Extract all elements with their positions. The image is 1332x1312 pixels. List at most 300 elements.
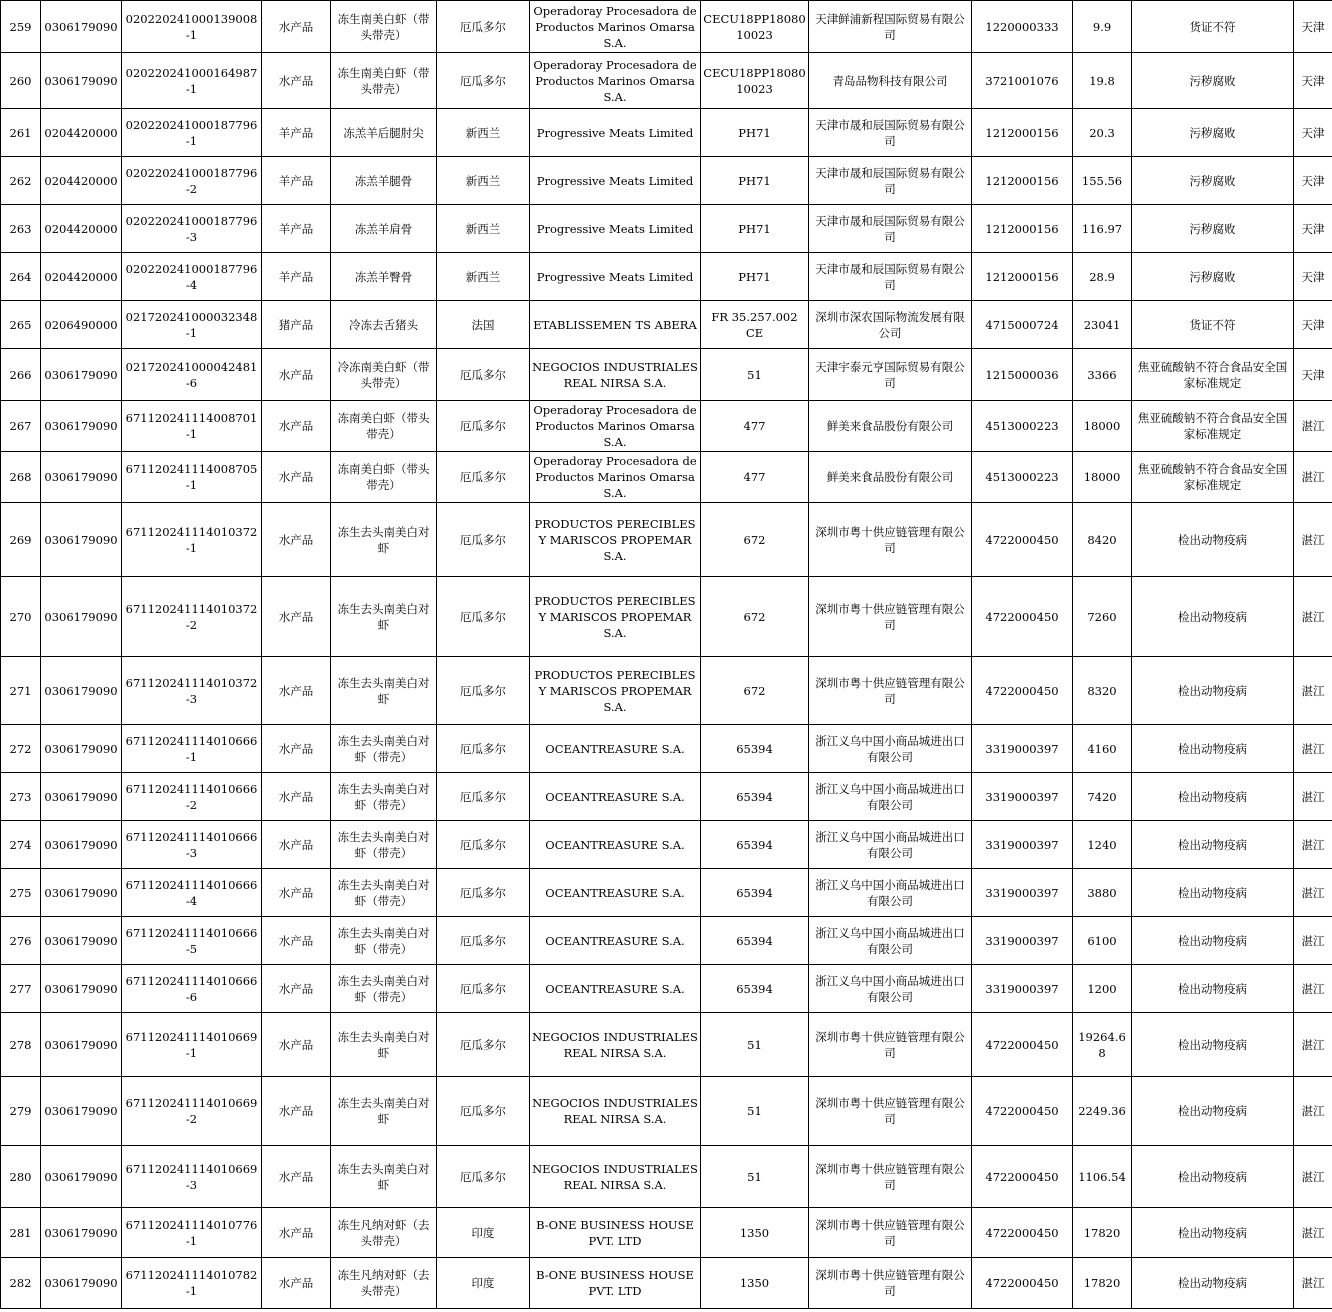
table-row xyxy=(1,157,1332,205)
product-name: 冻生南美白虾（带头带壳） xyxy=(331,1,437,53)
port: 天津 xyxy=(1294,205,1332,253)
product-name: 冻生去头南美白对虾（带壳） xyxy=(331,773,437,821)
hs-code: 0306179090 xyxy=(41,725,122,773)
table-row xyxy=(1,205,1332,253)
rejection-reason: 检出动物疫病 xyxy=(1132,1146,1294,1208)
product-name: 冻生去头南美白对虾（带壳） xyxy=(331,869,437,917)
importer-name: 天津市晟和辰国际贸易有限公司 xyxy=(809,109,972,157)
producer-name: Operadoray Procesadora de Productos Marinos Omarsa S.A. xyxy=(530,53,701,109)
port: 湛江 xyxy=(1294,1146,1332,1208)
product-name: 冻生去头南美白对虾（带壳） xyxy=(331,821,437,869)
importer-name: 浙江义乌中国小商品城进出口有限公司 xyxy=(809,917,972,965)
quantity-kg: 18000 xyxy=(1073,401,1132,452)
rejection-reason: 污秽腐败 xyxy=(1132,253,1294,301)
port: 湛江 xyxy=(1294,503,1332,577)
row-number: 275 xyxy=(1,869,41,917)
hs-code: 0204420000 xyxy=(41,157,122,205)
origin-country: 厄瓜多尔 xyxy=(437,401,530,452)
rejection-reason: 检出动物疫病 xyxy=(1132,577,1294,657)
product-category: 水产品 xyxy=(262,1,331,53)
table-row xyxy=(1,452,1332,503)
producer-registration-number: CECU18PP1808010023 xyxy=(701,53,809,109)
table-row xyxy=(1,1077,1332,1146)
declaration-number: 671120241114010669-2 xyxy=(122,1077,262,1146)
declaration-number: 671120241114010666-5 xyxy=(122,917,262,965)
producer-registration-number: 672 xyxy=(701,503,809,577)
producer-registration-number: 672 xyxy=(701,657,809,725)
product-category: 羊产品 xyxy=(262,253,331,301)
producer-name: Progressive Meats Limited xyxy=(530,205,701,253)
importer-name: 深圳市粤十供应链管理有限公司 xyxy=(809,657,972,725)
quantity-kg: 23041 xyxy=(1073,301,1132,349)
importer-name: 青岛品物科技有限公司 xyxy=(809,53,972,109)
port: 湛江 xyxy=(1294,577,1332,657)
hs-code: 0306179090 xyxy=(41,577,122,657)
importer-name: 浙江义乌中国小商品城进出口有限公司 xyxy=(809,869,972,917)
producer-name: NEGOCIOS INDUSTRIALES REAL NIRSA S.A. xyxy=(530,349,701,401)
product-category: 羊产品 xyxy=(262,157,331,205)
hs-code: 0306179090 xyxy=(41,1208,122,1258)
port: 天津 xyxy=(1294,1,1332,53)
product-category: 水产品 xyxy=(262,965,331,1013)
producer-registration-number: 1350 xyxy=(701,1258,809,1309)
origin-country: 厄瓜多尔 xyxy=(437,917,530,965)
producer-registration-number: PH71 xyxy=(701,157,809,205)
rejection-reason: 检出动物疫病 xyxy=(1132,1013,1294,1077)
row-number: 274 xyxy=(1,821,41,869)
table-row xyxy=(1,253,1332,301)
producer-registration-number: 477 xyxy=(701,452,809,503)
table-row xyxy=(1,1013,1332,1077)
row-number: 277 xyxy=(1,965,41,1013)
table-row xyxy=(1,869,1332,917)
origin-country: 厄瓜多尔 xyxy=(437,1146,530,1208)
product-category: 水产品 xyxy=(262,1077,331,1146)
declaration-number: 020220241000187796-3 xyxy=(122,205,262,253)
rejection-reason: 检出动物疫病 xyxy=(1132,965,1294,1013)
quantity-kg: 7260 xyxy=(1073,577,1132,657)
rejection-reason: 污秽腐败 xyxy=(1132,205,1294,253)
product-category: 水产品 xyxy=(262,577,331,657)
port: 湛江 xyxy=(1294,965,1332,1013)
declaration-number: 671120241114010666-2 xyxy=(122,773,262,821)
port: 湛江 xyxy=(1294,773,1332,821)
declaration-number: 671120241114010372-3 xyxy=(122,657,262,725)
product-name: 冷冻去舌猪头 xyxy=(331,301,437,349)
table-row xyxy=(1,349,1332,401)
origin-country: 厄瓜多尔 xyxy=(437,1077,530,1146)
importer-name: 天津鲜浦新程国际贸易有限公司 xyxy=(809,1,972,53)
importer-name: 深圳市粤十供应链管理有限公司 xyxy=(809,1258,972,1309)
port: 天津 xyxy=(1294,109,1332,157)
product-name: 冻生去头南美白对虾 xyxy=(331,577,437,657)
product-name: 冻羔羊臀骨 xyxy=(331,253,437,301)
declaration-number: 671120241114010669-1 xyxy=(122,1013,262,1077)
rejection-reason: 检出动物疫病 xyxy=(1132,1258,1294,1309)
producer-name: PRODUCTOS PERECIBLES Y MARISCOS PROPEMAR S.A. xyxy=(530,577,701,657)
hs-code: 0306179090 xyxy=(41,349,122,401)
declaration-number: 671120241114010666-4 xyxy=(122,869,262,917)
product-category: 猪产品 xyxy=(262,301,331,349)
producer-registration-number: 65394 xyxy=(701,725,809,773)
origin-country: 厄瓜多尔 xyxy=(437,869,530,917)
product-category: 水产品 xyxy=(262,349,331,401)
hs-code: 0306179090 xyxy=(41,1013,122,1077)
importer-name: 深圳市粤十供应链管理有限公司 xyxy=(809,1013,972,1077)
product-name: 冻生去头南美白对虾（带壳） xyxy=(331,917,437,965)
rejection-reason: 检出动物疫病 xyxy=(1132,821,1294,869)
producer-registration-number: 477 xyxy=(701,401,809,452)
producer-registration-number: 51 xyxy=(701,1146,809,1208)
rejection-reason: 检出动物疫病 xyxy=(1132,657,1294,725)
product-category: 水产品 xyxy=(262,503,331,577)
quantity-kg: 3880 xyxy=(1073,869,1132,917)
table-row xyxy=(1,401,1332,452)
product-category: 水产品 xyxy=(262,1258,331,1309)
importer-code: 3319000397 xyxy=(972,965,1073,1013)
row-number: 272 xyxy=(1,725,41,773)
producer-name: NEGOCIOS INDUSTRIALES REAL NIRSA S.A. xyxy=(530,1013,701,1077)
importer-code: 3319000397 xyxy=(972,773,1073,821)
quantity-kg: 6100 xyxy=(1073,917,1132,965)
producer-registration-number: PH71 xyxy=(701,205,809,253)
row-number: 273 xyxy=(1,773,41,821)
product-category: 水产品 xyxy=(262,401,331,452)
importer-name: 浙江义乌中国小商品城进出口有限公司 xyxy=(809,821,972,869)
declaration-number: 020220241000187796-4 xyxy=(122,253,262,301)
producer-name: ETABLISSEMEN TS ABERA xyxy=(530,301,701,349)
origin-country: 新西兰 xyxy=(437,205,530,253)
hs-code: 0204420000 xyxy=(41,205,122,253)
product-name: 冻羔羊腿骨 xyxy=(331,157,437,205)
port: 湛江 xyxy=(1294,821,1332,869)
row-number: 280 xyxy=(1,1146,41,1208)
origin-country: 厄瓜多尔 xyxy=(437,577,530,657)
producer-registration-number: 51 xyxy=(701,349,809,401)
declaration-number: 020220241000139008-1 xyxy=(122,1,262,53)
row-number: 261 xyxy=(1,109,41,157)
table-row xyxy=(1,53,1332,109)
table-row xyxy=(1,821,1332,869)
importer-name: 深圳市粤十供应链管理有限公司 xyxy=(809,503,972,577)
hs-code: 0306179090 xyxy=(41,917,122,965)
importer-code: 3319000397 xyxy=(972,725,1073,773)
rejection-reason: 检出动物疫病 xyxy=(1132,869,1294,917)
importer-code: 4513000223 xyxy=(972,401,1073,452)
hs-code: 0306179090 xyxy=(41,53,122,109)
product-name: 冻生去头南美白对虾（带壳） xyxy=(331,725,437,773)
producer-registration-number: CECU18PP1808010023 xyxy=(701,1,809,53)
importer-code: 1212000156 xyxy=(972,157,1073,205)
product-category: 水产品 xyxy=(262,1146,331,1208)
port: 天津 xyxy=(1294,349,1332,401)
row-number: 279 xyxy=(1,1077,41,1146)
origin-country: 厄瓜多尔 xyxy=(437,1013,530,1077)
declaration-number: 671120241114010776-1 xyxy=(122,1208,262,1258)
row-number: 276 xyxy=(1,917,41,965)
importer-code: 4722000450 xyxy=(972,1013,1073,1077)
producer-registration-number: 51 xyxy=(701,1013,809,1077)
product-category: 水产品 xyxy=(262,917,331,965)
origin-country: 新西兰 xyxy=(437,109,530,157)
importer-name: 深圳市粤十供应链管理有限公司 xyxy=(809,1208,972,1258)
port: 天津 xyxy=(1294,53,1332,109)
importer-code: 4513000223 xyxy=(972,452,1073,503)
importer-name: 天津市晟和辰国际贸易有限公司 xyxy=(809,205,972,253)
product-category: 羊产品 xyxy=(262,109,331,157)
table-row xyxy=(1,503,1332,577)
table-row xyxy=(1,1258,1332,1309)
origin-country: 法国 xyxy=(437,301,530,349)
quantity-kg: 8320 xyxy=(1073,657,1132,725)
rejection-reason: 货证不符 xyxy=(1132,301,1294,349)
producer-name: PRODUCTOS PERECIBLES Y MARISCOS PROPEMAR S.A. xyxy=(530,657,701,725)
producer-registration-number: 65394 xyxy=(701,773,809,821)
origin-country: 印度 xyxy=(437,1258,530,1309)
hs-code: 0306179090 xyxy=(41,1258,122,1309)
product-category: 水产品 xyxy=(262,773,331,821)
origin-country: 厄瓜多尔 xyxy=(437,965,530,1013)
rejection-reason: 检出动物疫病 xyxy=(1132,725,1294,773)
origin-country: 厄瓜多尔 xyxy=(437,725,530,773)
port: 湛江 xyxy=(1294,657,1332,725)
quantity-kg: 1106.54 xyxy=(1073,1146,1132,1208)
origin-country: 新西兰 xyxy=(437,157,530,205)
rejection-reason: 检出动物疫病 xyxy=(1132,773,1294,821)
rejection-reason: 检出动物疫病 xyxy=(1132,503,1294,577)
rejection-reason: 污秽腐败 xyxy=(1132,53,1294,109)
quantity-kg: 116.97 xyxy=(1073,205,1132,253)
product-name: 冻南美白虾（带头带壳） xyxy=(331,452,437,503)
product-name: 冻生凡纳对虾（去头带壳） xyxy=(331,1258,437,1309)
declaration-number: 020220241000187796-1 xyxy=(122,109,262,157)
importer-code: 3721001076 xyxy=(972,53,1073,109)
row-number: 282 xyxy=(1,1258,41,1309)
importer-code: 1220000333 xyxy=(972,1,1073,53)
product-name: 冻羔羊肩骨 xyxy=(331,205,437,253)
importer-code: 1215000036 xyxy=(972,349,1073,401)
declaration-number: 021720241000032348-1 xyxy=(122,301,262,349)
quantity-kg: 19264.68 xyxy=(1073,1013,1132,1077)
producer-name: OCEANTREASURE S.A. xyxy=(530,821,701,869)
rejection-reason: 污秽腐败 xyxy=(1132,157,1294,205)
quantity-kg: 3366 xyxy=(1073,349,1132,401)
producer-name: OCEANTREASURE S.A. xyxy=(530,917,701,965)
quantity-kg: 17820 xyxy=(1073,1208,1132,1258)
importer-code: 4722000450 xyxy=(972,577,1073,657)
producer-name: OCEANTREASURE S.A. xyxy=(530,725,701,773)
importer-name: 鲜美来食品股份有限公司 xyxy=(809,401,972,452)
port: 湛江 xyxy=(1294,1258,1332,1309)
producer-registration-number: 1350 xyxy=(701,1208,809,1258)
origin-country: 新西兰 xyxy=(437,253,530,301)
producer-registration-number: 65394 xyxy=(701,821,809,869)
producer-name: Progressive Meats Limited xyxy=(530,157,701,205)
row-number: 270 xyxy=(1,577,41,657)
origin-country: 厄瓜多尔 xyxy=(437,821,530,869)
importer-code: 4722000450 xyxy=(972,503,1073,577)
producer-registration-number: FR 35.257.002 CE xyxy=(701,301,809,349)
producer-name: Operadoray Procesadora de Productos Marinos Omarsa S.A. xyxy=(530,1,701,53)
importer-name: 深圳市深农国际物流发展有限公司 xyxy=(809,301,972,349)
declaration-number: 671120241114010372-1 xyxy=(122,503,262,577)
importer-name: 浙江义乌中国小商品城进出口有限公司 xyxy=(809,725,972,773)
port: 天津 xyxy=(1294,157,1332,205)
importer-name: 天津宇泰元亨国际贸易有限公司 xyxy=(809,349,972,401)
product-category: 水产品 xyxy=(262,657,331,725)
row-number: 281 xyxy=(1,1208,41,1258)
hs-code: 0306179090 xyxy=(41,1,122,53)
port: 湛江 xyxy=(1294,1077,1332,1146)
importer-code: 1212000156 xyxy=(972,253,1073,301)
product-category: 水产品 xyxy=(262,53,331,109)
row-number: 260 xyxy=(1,53,41,109)
table-row xyxy=(1,1,1332,53)
origin-country: 厄瓜多尔 xyxy=(437,1,530,53)
hs-code: 0306179090 xyxy=(41,401,122,452)
quantity-kg: 28.9 xyxy=(1073,253,1132,301)
product-category: 水产品 xyxy=(262,821,331,869)
table-row xyxy=(1,773,1332,821)
declaration-number: 021720241000042481-6 xyxy=(122,349,262,401)
row-number: 268 xyxy=(1,452,41,503)
product-category: 水产品 xyxy=(262,725,331,773)
hs-code: 0306179090 xyxy=(41,773,122,821)
importer-name: 浙江义乌中国小商品城进出口有限公司 xyxy=(809,965,972,1013)
row-number: 271 xyxy=(1,657,41,725)
port: 湛江 xyxy=(1294,1013,1332,1077)
hs-code: 0204420000 xyxy=(41,109,122,157)
row-number: 262 xyxy=(1,157,41,205)
producer-registration-number: 672 xyxy=(701,577,809,657)
port: 湛江 xyxy=(1294,401,1332,452)
quantity-kg: 17820 xyxy=(1073,1258,1132,1309)
origin-country: 厄瓜多尔 xyxy=(437,53,530,109)
declaration-number: 671120241114010666-3 xyxy=(122,821,262,869)
product-name: 冻生凡纳对虾（去头带壳） xyxy=(331,1208,437,1258)
producer-registration-number: 65394 xyxy=(701,869,809,917)
importer-code: 3319000397 xyxy=(972,869,1073,917)
quantity-kg: 7420 xyxy=(1073,773,1132,821)
producer-name: Progressive Meats Limited xyxy=(530,109,701,157)
origin-country: 印度 xyxy=(437,1208,530,1258)
port: 湛江 xyxy=(1294,917,1332,965)
table-row xyxy=(1,109,1332,157)
declaration-number: 671120241114010669-3 xyxy=(122,1146,262,1208)
hs-code: 0306179090 xyxy=(41,965,122,1013)
rejection-reason: 检出动物疫病 xyxy=(1132,917,1294,965)
row-number: 278 xyxy=(1,1013,41,1077)
origin-country: 厄瓜多尔 xyxy=(437,349,530,401)
importer-code: 3319000397 xyxy=(972,917,1073,965)
importer-name: 深圳市粤十供应链管理有限公司 xyxy=(809,1146,972,1208)
row-number: 266 xyxy=(1,349,41,401)
product-name: 冻南美白虾（带头带壳） xyxy=(331,401,437,452)
port: 天津 xyxy=(1294,301,1332,349)
producer-registration-number: PH71 xyxy=(701,109,809,157)
row-number: 265 xyxy=(1,301,41,349)
table-row xyxy=(1,657,1332,725)
producer-name: PRODUCTOS PERECIBLES Y MARISCOS PROPEMAR S.A. xyxy=(530,503,701,577)
table-row xyxy=(1,917,1332,965)
hs-code: 0306179090 xyxy=(41,452,122,503)
declaration-number: 671120241114008701-1 xyxy=(122,401,262,452)
origin-country: 厄瓜多尔 xyxy=(437,452,530,503)
rejection-reason: 污秽腐败 xyxy=(1132,109,1294,157)
quantity-kg: 4160 xyxy=(1073,725,1132,773)
port: 湛江 xyxy=(1294,725,1332,773)
table-row xyxy=(1,1208,1332,1258)
producer-name: OCEANTREASURE S.A. xyxy=(530,869,701,917)
producer-name: Operadoray Procesadora de Productos Marinos Omarsa S.A. xyxy=(530,452,701,503)
hs-code: 0306179090 xyxy=(41,657,122,725)
producer-name: Progressive Meats Limited xyxy=(530,253,701,301)
producer-registration-number: 65394 xyxy=(701,965,809,1013)
quantity-kg: 1200 xyxy=(1073,965,1132,1013)
product-category: 水产品 xyxy=(262,452,331,503)
importer-name: 天津市晟和辰国际贸易有限公司 xyxy=(809,253,972,301)
row-number: 264 xyxy=(1,253,41,301)
producer-registration-number: 65394 xyxy=(701,917,809,965)
quantity-kg: 8420 xyxy=(1073,503,1132,577)
hs-code: 0306179090 xyxy=(41,869,122,917)
importer-code: 4722000450 xyxy=(972,657,1073,725)
row-number: 259 xyxy=(1,1,41,53)
table-row xyxy=(1,301,1332,349)
producer-name: B-ONE BUSINESS HOUSE PVT. LTD xyxy=(530,1258,701,1309)
quantity-kg: 19.8 xyxy=(1073,53,1132,109)
row-number: 267 xyxy=(1,401,41,452)
origin-country: 厄瓜多尔 xyxy=(437,773,530,821)
rejection-reason: 焦亚硫酸钠不符合食品安全国家标准规定 xyxy=(1132,349,1294,401)
quantity-kg: 9.9 xyxy=(1073,1,1132,53)
quantity-kg: 155.56 xyxy=(1073,157,1132,205)
producer-name: Operadoray Procesadora de Productos Marinos Omarsa S.A. xyxy=(530,401,701,452)
producer-name: OCEANTREASURE S.A. xyxy=(530,773,701,821)
port: 天津 xyxy=(1294,253,1332,301)
quantity-kg: 2249.36 xyxy=(1073,1077,1132,1146)
hs-code: 0306179090 xyxy=(41,1146,122,1208)
producer-name: NEGOCIOS INDUSTRIALES REAL NIRSA S.A. xyxy=(530,1146,701,1208)
hs-code: 0306179090 xyxy=(41,503,122,577)
product-category: 羊产品 xyxy=(262,205,331,253)
hs-code: 0306179090 xyxy=(41,1077,122,1146)
declaration-number: 020220241000164987-1 xyxy=(122,53,262,109)
importer-code: 4715000724 xyxy=(972,301,1073,349)
importer-name: 天津市晟和辰国际贸易有限公司 xyxy=(809,157,972,205)
producer-registration-number: PH71 xyxy=(701,253,809,301)
declaration-number: 671120241114010666-1 xyxy=(122,725,262,773)
quantity-kg: 20.3 xyxy=(1073,109,1132,157)
product-name: 冻生去头南美白对虾（带壳） xyxy=(331,965,437,1013)
rejection-reason: 焦亚硫酸钠不符合食品安全国家标准规定 xyxy=(1132,401,1294,452)
producer-name: OCEANTREASURE S.A. xyxy=(530,965,701,1013)
importer-code: 4722000450 xyxy=(972,1077,1073,1146)
table-row xyxy=(1,577,1332,657)
importer-code: 4722000450 xyxy=(972,1208,1073,1258)
declaration-number: 020220241000187796-2 xyxy=(122,157,262,205)
product-name: 冻生去头南美白对虾 xyxy=(331,657,437,725)
quantity-kg: 18000 xyxy=(1073,452,1132,503)
rejection-reason: 检出动物疫病 xyxy=(1132,1208,1294,1258)
producer-registration-number: 51 xyxy=(701,1077,809,1146)
declaration-number: 671120241114010782-1 xyxy=(122,1258,262,1309)
table-row xyxy=(1,725,1332,773)
row-number: 263 xyxy=(1,205,41,253)
product-name: 冻生去头南美白对虾 xyxy=(331,1013,437,1077)
importer-code: 1212000156 xyxy=(972,109,1073,157)
importer-code: 4722000450 xyxy=(972,1146,1073,1208)
